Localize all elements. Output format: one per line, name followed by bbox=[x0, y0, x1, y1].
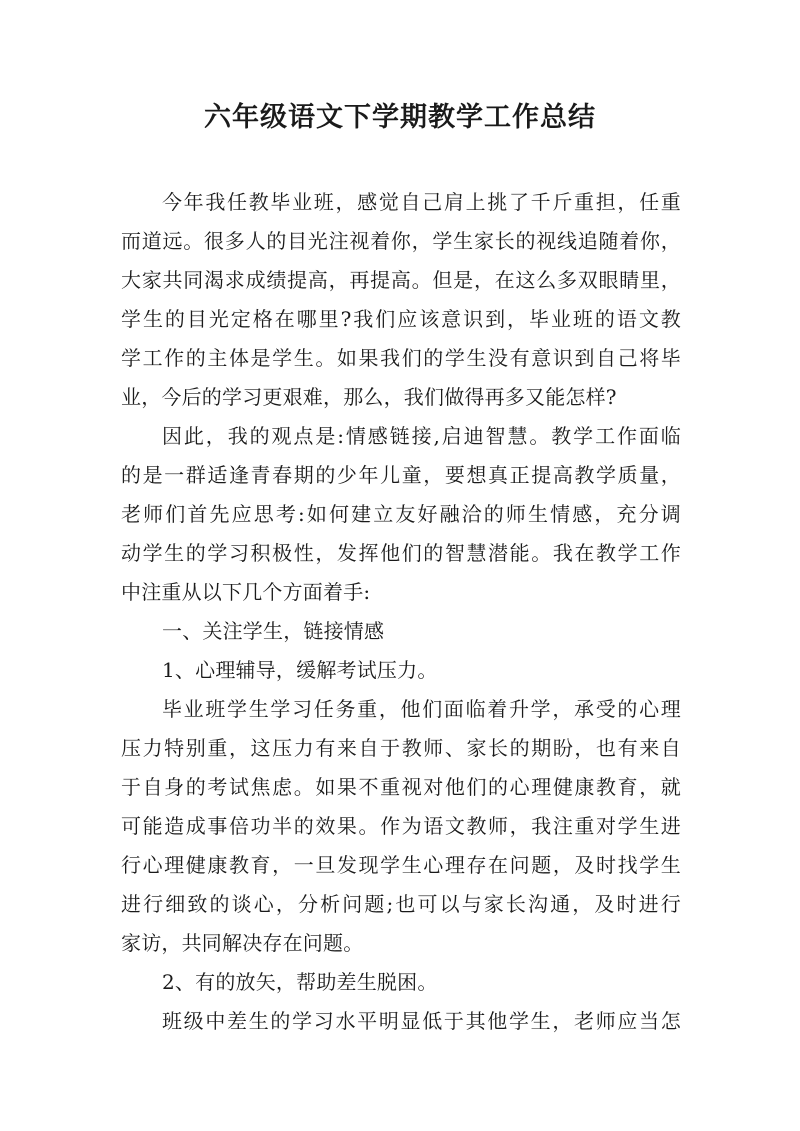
paragraph-line: 业，今后的学习更艰难，那么，我们做得再多又能怎样? bbox=[121, 385, 617, 409]
subsection-heading: 2、有的放矢，帮助差生脱困。 bbox=[162, 970, 438, 994]
paragraph-line: 压力特别重，这压力有来自于教师、家长的期盼，也有来自 bbox=[121, 736, 681, 760]
paragraph-line: 班级中差生的学习水平明显低于其他学生，老师应当怎 bbox=[162, 1009, 681, 1033]
paragraph-line: 的是一群适逢青春期的少年儿童，要想真正提高教学质量， bbox=[121, 463, 681, 487]
section-heading: 一、关注学生，链接情感 bbox=[162, 619, 385, 643]
paragraph-line: 于自身的考试焦虑。如果不重视对他们的心理健康教育，就 bbox=[121, 775, 681, 799]
document-body bbox=[121, 183, 681, 1041]
subsection-heading: 1、心理辅导，缓解考试压力。 bbox=[162, 658, 438, 682]
paragraph-line: 因此，我的观点是:情感链接,启迪智慧。教学工作面临 bbox=[162, 424, 681, 448]
paragraph-line: 大家共同渴求成绩提高，再提高。但是，在这么多双眼睛里， bbox=[121, 268, 681, 292]
paragraph-line: 中注重从以下几个方面着手: bbox=[121, 580, 371, 604]
paragraph-line: 学工作的主体是学生。如果我们的学生没有意识到自己将毕 bbox=[121, 346, 681, 370]
paragraph-line: 动学生的学习积极性，发挥他们的智慧潜能。我在教学工作 bbox=[121, 541, 681, 565]
paragraph-line: 家访，共同解决存在问题。 bbox=[121, 931, 364, 955]
document-title: 六年级语文下学期教学工作总结 bbox=[204, 102, 596, 133]
paragraph-line: 老师们首先应思考:如何建立友好融洽的师生情感，充分调 bbox=[121, 502, 681, 526]
paragraph-line: 行心理健康教育，一旦发现学生心理存在问题，及时找学生 bbox=[121, 853, 681, 877]
paragraph-line: 而道远。很多人的目光注视着你，学生家长的视线追随着你， bbox=[121, 229, 681, 253]
paragraph-line: 进行细致的谈心，分析问题;也可以与家长沟通，及时进行 bbox=[121, 892, 681, 916]
paragraph-line: 可能造成事倍功半的效果。作为语文教师，我注重对学生进 bbox=[121, 814, 681, 838]
paragraph-line: 今年我任教毕业班，感觉自己肩上挑了千斤重担，任重 bbox=[162, 190, 681, 214]
paragraph-line: 学生的目光定格在哪里?我们应该意识到，毕业班的语文教 bbox=[121, 307, 681, 331]
paragraph-line: 毕业班学生学习任务重，他们面临着升学，承受的心理 bbox=[162, 697, 681, 721]
